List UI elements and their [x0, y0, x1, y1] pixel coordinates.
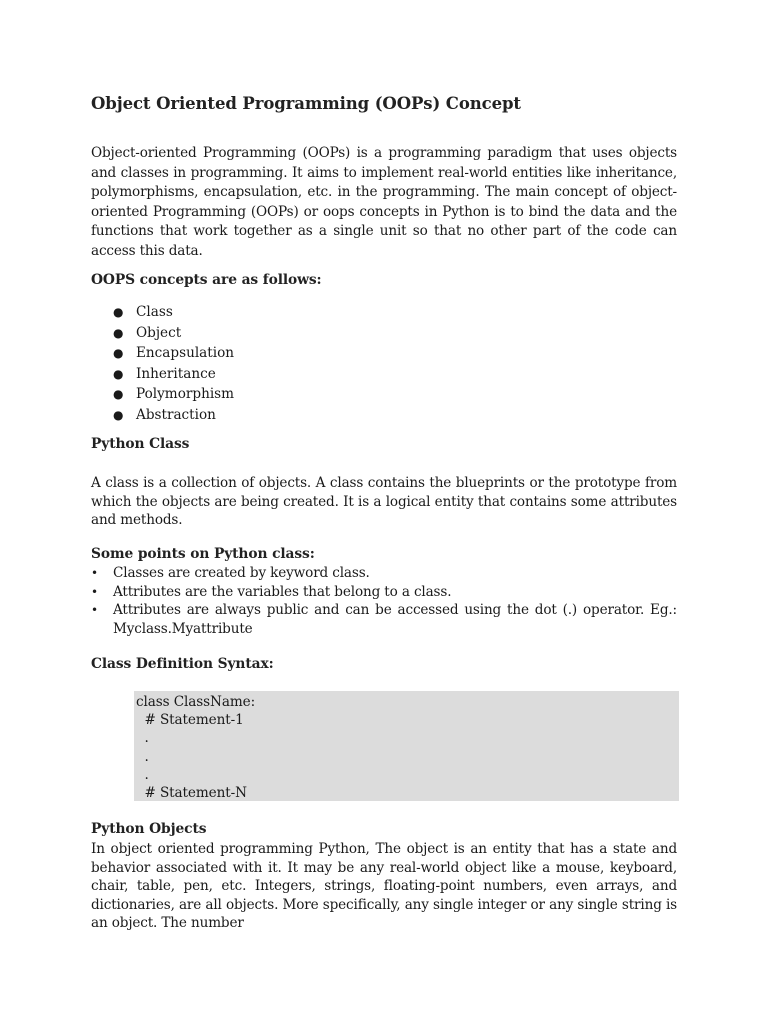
bullet-icon: •: [91, 584, 98, 599]
point-text: Classes are created by keyword class.: [113, 565, 370, 581]
list-item: [113, 384, 234, 405]
syntax-heading: Class Definition Syntax:: [91, 656, 274, 672]
list-item: [113, 364, 234, 385]
bullet-icon: •: [91, 603, 98, 617]
point-text: Attributes are always public and can be accessed using the dot (.) operator. Eg.: Myclass.Myattribute: [113, 602, 677, 637]
bullet-icon: ●: [113, 346, 124, 360]
list-item: [113, 343, 234, 364]
concept-label: Object: [136, 324, 182, 341]
list-item: [91, 583, 677, 602]
list-item: [113, 302, 234, 323]
bullet-icon: ●: [113, 366, 124, 381]
code-line: # Statement-N: [136, 785, 247, 802]
code-line: .: [136, 766, 149, 783]
class-points-heading: Some points on Python class:: [91, 546, 315, 562]
list-item: [91, 601, 677, 638]
python-class-heading: Python Class: [91, 436, 190, 452]
concept-label: Polymorphism: [136, 386, 235, 402]
list-item: [113, 405, 234, 426]
concept-label: Class: [136, 304, 173, 320]
document-title: Object Oriented Programming (OOPs) Concept: [91, 94, 521, 113]
python-class-paragraph: A class is a collection of objects. A class contains the blueprints or the prototype from which the objects are being created. It is a logical entity that contains some attributes and methods.: [91, 475, 677, 528]
class-points-list: [91, 564, 677, 638]
code-line: .: [136, 748, 149, 765]
bullet-icon: ●: [113, 407, 124, 422]
code-block: [134, 691, 679, 801]
bullet-icon: ●: [113, 305, 124, 319]
point-text: Attributes are the variables that belong to a class.: [113, 583, 452, 600]
concepts-list: [113, 302, 234, 425]
concept-label: Inheritance: [136, 365, 216, 382]
concept-label: Encapsulation: [136, 345, 235, 361]
python-objects-paragraph: In object oriented programming Python, The object is an entity that has a state and behavior associated with it. It may be any real-world object like a mouse, keyboard, chair, table, pen, etc. Integers, strings, floating-point numbers, even arrays, and dictionaries, are all objects. More specifically, any single integer or any single string is an object. The number: [91, 841, 677, 931]
bullet-icon: •: [91, 566, 98, 580]
code-line: # Statement-1: [136, 712, 244, 729]
concept-label: Abstraction: [136, 406, 216, 423]
intro-paragraph: Object-oriented Programming (OOPs) is a programming paradigm that uses objects and classes in programming. It aims to implement real-world entities like inheritance, polymorphisms, encapsulation, etc. in the programming. The main concept of object-oriented Programming (OOPs) or oops concepts in Python is to bind the data and the functions that work together as a single unit so that no other part of the code can access this data.: [91, 145, 677, 259]
list-item: [113, 323, 234, 344]
bullet-icon: ●: [113, 325, 124, 340]
list-item: [91, 564, 677, 583]
code-line: class ClassName:: [136, 694, 256, 710]
bullet-icon: ●: [113, 387, 124, 401]
oops-concepts-heading: OOPS concepts are as follows:: [91, 272, 322, 288]
python-objects-heading: Python Objects: [91, 821, 207, 837]
code-line: .: [136, 730, 149, 747]
